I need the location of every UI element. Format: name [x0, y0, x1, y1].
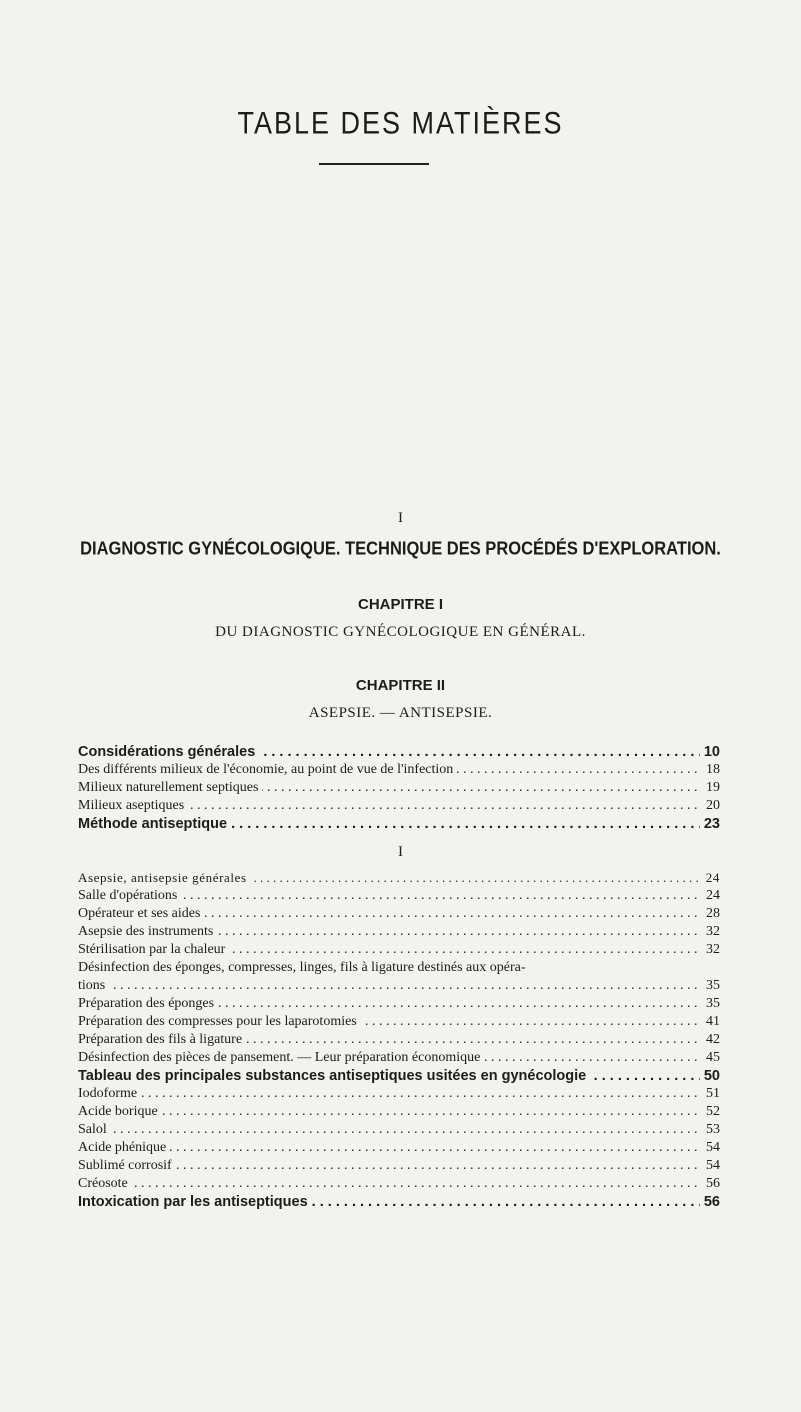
toc-entry-page: 35: [702, 977, 720, 995]
toc-entry-page: 41: [702, 1013, 720, 1031]
toc-entry-label: Des différents milieux de l'économie, au point de vue de l'infection: [78, 762, 457, 777]
toc-entry: [78, 797, 720, 815]
toc-entry: [78, 1193, 720, 1211]
toc-entry-page: 23: [700, 815, 720, 833]
toc-entry: [78, 761, 720, 779]
toc-entry-label: Préparation des éponges: [78, 996, 218, 1011]
chapter-2-title: ASEPSIE. — ANTISEPSIE.: [308, 705, 493, 721]
toc-entry-page: 45: [702, 1049, 720, 1067]
part-heading: DIAGNOSTIC GYNÉCOLOGIQUE. TECHNIQUE DES PROCÉDÉS D'EXPLORATION.: [80, 539, 721, 559]
toc-entry-page: 54: [702, 1157, 720, 1175]
toc-group-2: [78, 869, 720, 1211]
toc-entry: [78, 743, 720, 761]
toc-entry-label: Opérateur et ses aides: [78, 906, 204, 921]
toc-entry-page: 28: [702, 905, 720, 923]
part-numeral: I: [398, 510, 403, 526]
toc-entry-label: Intoxication par les antiseptiques: [78, 1194, 312, 1210]
toc-entry: [78, 1103, 720, 1121]
toc-entry-label: Stérilisation par la chaleur: [78, 942, 229, 957]
toc-entry-page: 32: [702, 941, 720, 959]
toc-entry-page: 35: [702, 995, 720, 1013]
toc-entry-label: Considérations générales: [78, 744, 259, 760]
title-rule: [319, 163, 429, 165]
toc-entry-label: Désinfection des éponges, compresses, linges, fils à ligature destinés aux opéra-: [78, 960, 529, 975]
toc-entry-label: Préparation des fils à ligature: [78, 1032, 246, 1047]
toc-entry-page: 51: [702, 1085, 720, 1103]
toc-entry-label: Milieux naturellement septiques: [78, 780, 262, 795]
toc-group-1: [78, 743, 720, 833]
toc-entry-page: 19: [702, 779, 720, 797]
toc-entry-label: Asepsie, antisepsie générales: [78, 870, 251, 885]
toc-entry-label: Sublimé corrosif: [78, 1158, 176, 1173]
toc-entry-label: Désinfection des pièces de pansement. — Leur préparation économique: [78, 1050, 484, 1065]
toc-entry: [78, 1013, 720, 1031]
toc-entry-page: 50: [700, 1067, 720, 1085]
toc-entry-label: Acide phénique: [78, 1140, 170, 1155]
toc-entry: [78, 923, 720, 941]
toc-entry-page: 20: [702, 797, 720, 815]
page-title: TABLE DES MATIÈRES: [237, 105, 564, 141]
toc-entry: [78, 1067, 720, 1085]
toc-entry-page: 56: [702, 1175, 720, 1193]
toc-entry-label: Salol: [78, 1122, 111, 1137]
toc-entry-page: 54: [702, 1139, 720, 1157]
toc-entry-label: Créosote: [78, 1176, 132, 1191]
toc-entry-label: Asepsie des instruments: [78, 924, 217, 939]
section-numeral: I: [398, 844, 403, 860]
toc-entry-page: 24: [702, 887, 720, 905]
toc-entry-label: Préparation des compresses pour les laparotomies: [78, 1014, 361, 1029]
chapter-1-title: DU DIAGNOSTIC GYNÉCOLOGIQUE EN GÉNÉRAL.: [215, 624, 586, 640]
toc-entry: [78, 869, 720, 887]
toc-entry-page: 24: [702, 869, 720, 887]
toc-entry: [78, 1049, 720, 1067]
toc-entry-page: 53: [702, 1121, 720, 1139]
toc-entry-label: Salle d'opérations: [78, 888, 181, 903]
toc-entry: [78, 1157, 720, 1175]
toc-entry-label: Milieux aseptiques: [78, 798, 188, 813]
toc-entry-page: 32: [702, 923, 720, 941]
toc-entry: [78, 905, 720, 923]
toc-entry-label: Iodoforme: [78, 1086, 141, 1101]
toc-entry: [78, 977, 720, 995]
toc-entry: [78, 1031, 720, 1049]
toc-entry-page: 10: [700, 743, 720, 761]
toc-entry: [78, 887, 720, 905]
toc-entry: [78, 941, 720, 959]
toc-entry: [78, 959, 720, 977]
toc-entry-page: 56: [700, 1193, 720, 1211]
toc-entry: [78, 1121, 720, 1139]
toc-entry-label: Méthode antiseptique: [78, 816, 231, 832]
toc-entry: [78, 1139, 720, 1157]
toc-entry: [78, 779, 720, 797]
toc-entry-label: Acide borique: [78, 1104, 162, 1119]
chapter-1-label: CHAPITRE I: [357, 596, 443, 613]
toc-entry-page: 42: [702, 1031, 720, 1049]
toc-entry: [78, 995, 720, 1013]
chapter-2-label: CHAPITRE II: [355, 677, 446, 694]
toc-entry-label: Tableau des principales substances antiseptiques usitées en gynécologie: [78, 1068, 590, 1084]
toc-entry: [78, 815, 720, 833]
toc-entry-page: 18: [702, 761, 720, 779]
toc-entry-label: tions: [78, 978, 109, 993]
toc-entry: [78, 1085, 720, 1103]
toc-entry: [78, 1175, 720, 1193]
toc-entry-page: 52: [702, 1103, 720, 1121]
